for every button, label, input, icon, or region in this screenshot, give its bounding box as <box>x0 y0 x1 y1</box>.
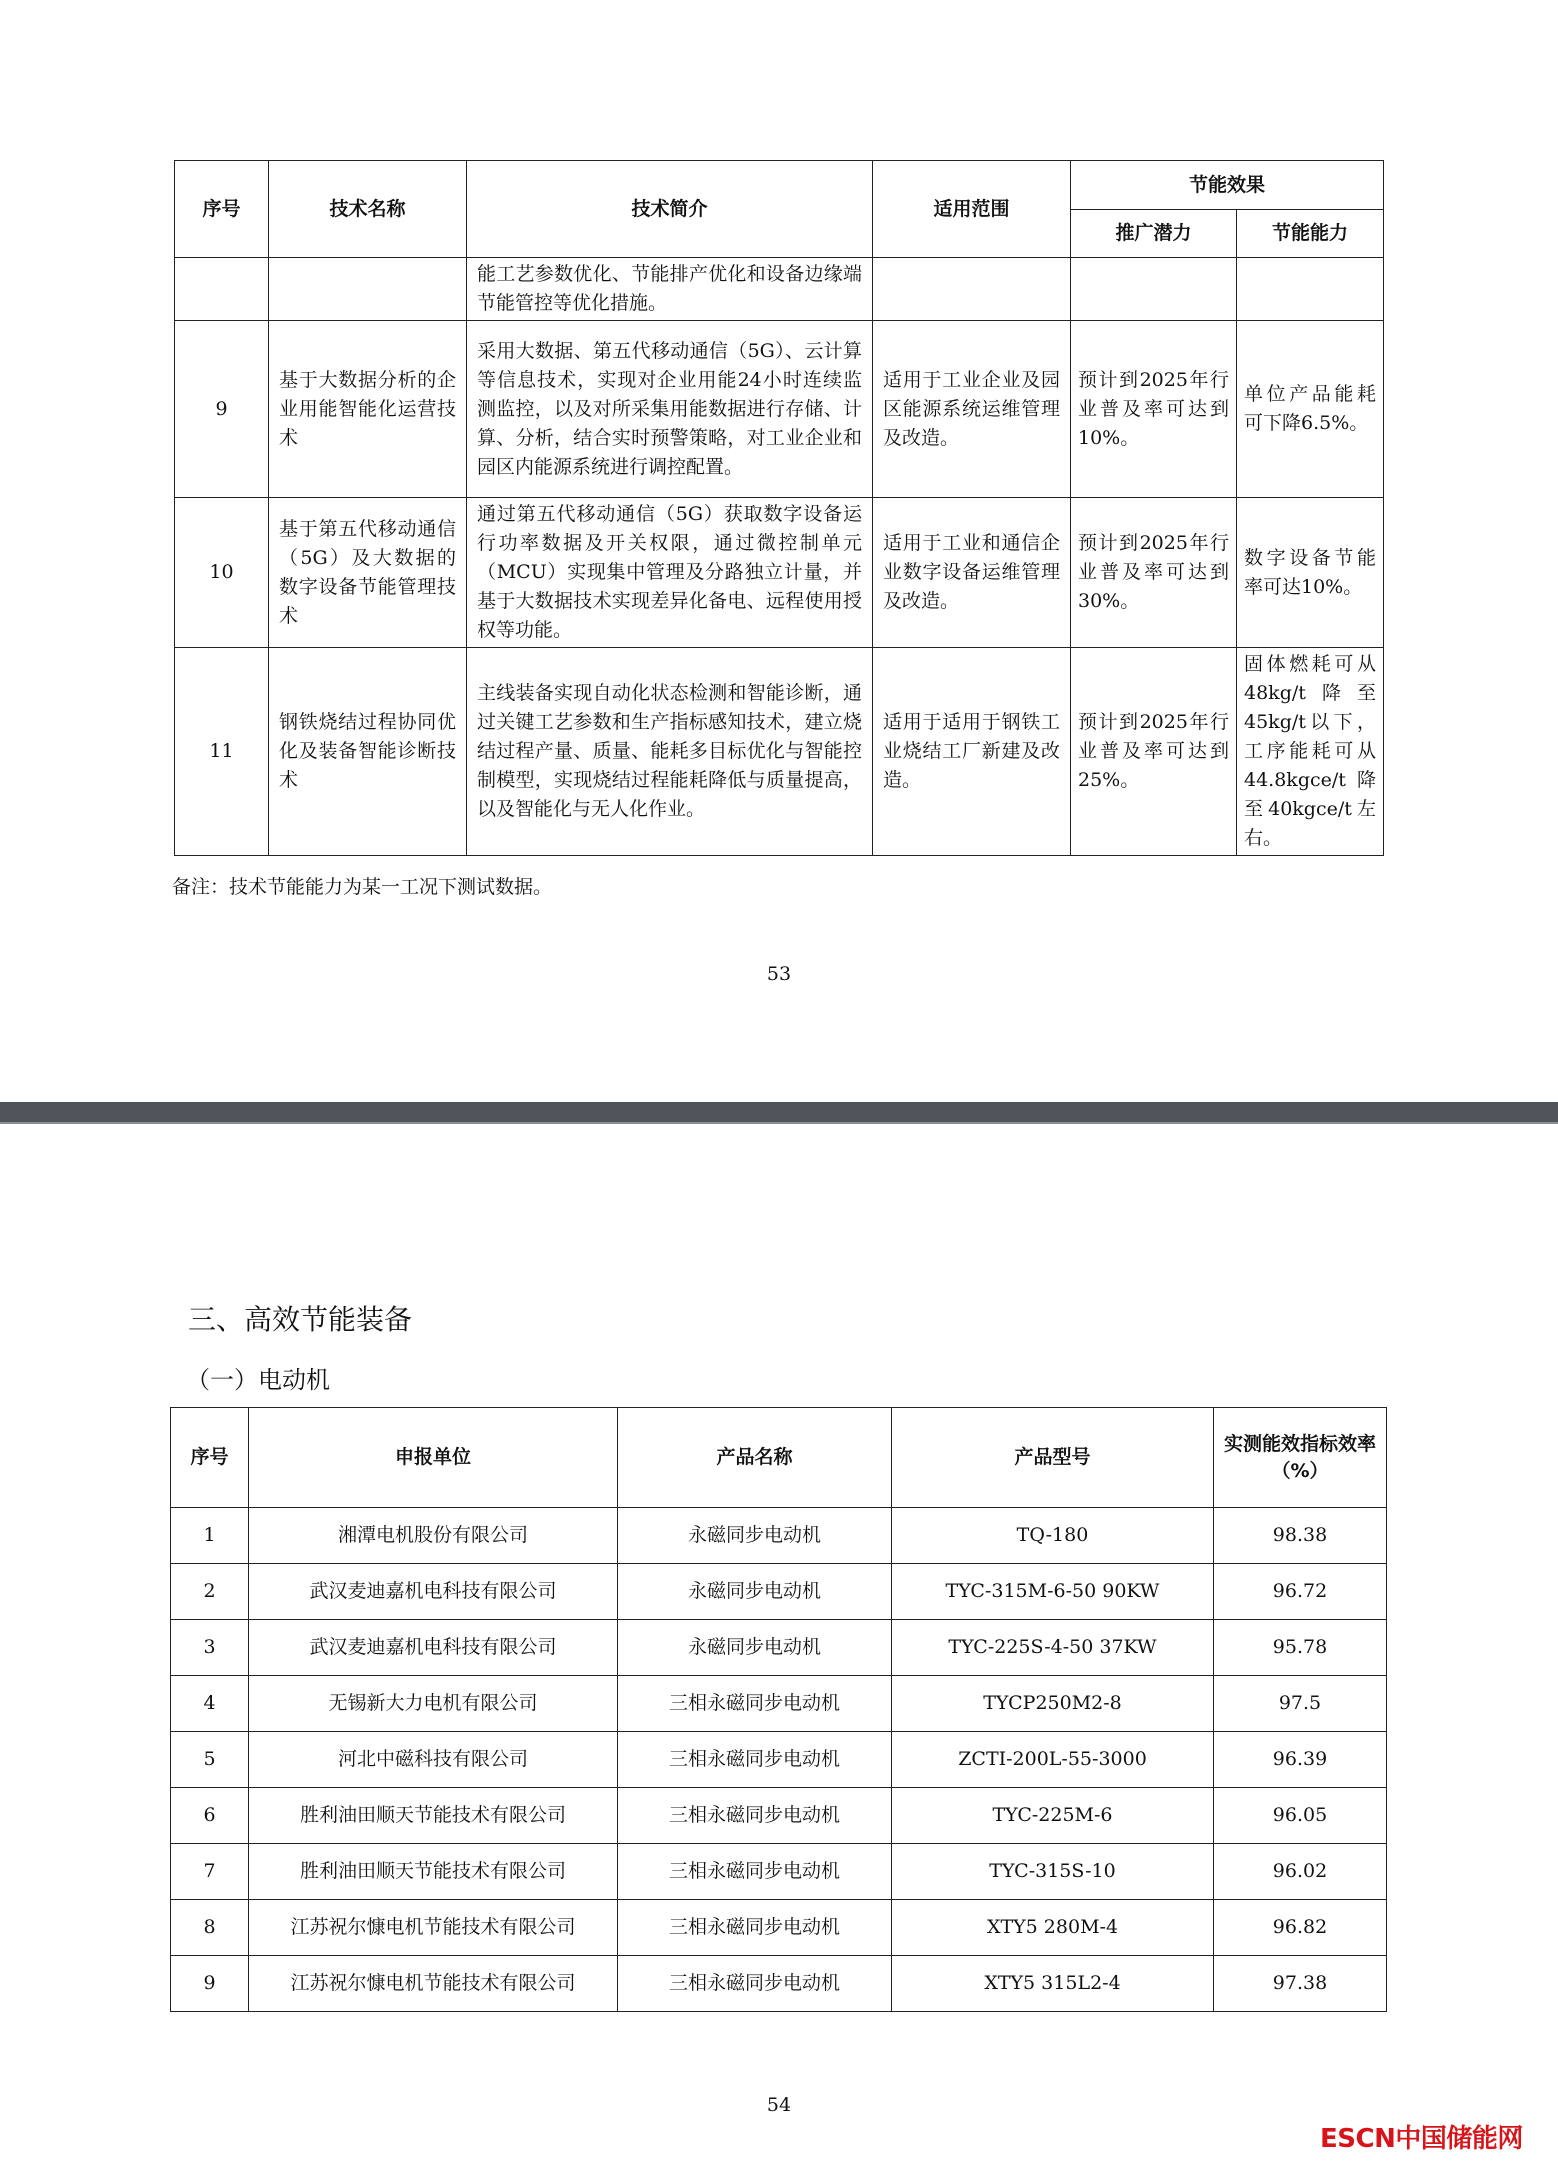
cell-model: TYC-315S-10 <box>892 1844 1214 1900</box>
page-number: 54 <box>766 2094 792 2116</box>
cell-efficiency: 97.5 <box>1214 1676 1387 1732</box>
cell-capacity: 固体燃耗可从48kg/t降至45kg/t以下，工序能耗可从44.8kgce/t降至40kgce/t左右。 <box>1237 648 1384 856</box>
table-row <box>171 1788 1387 1844</box>
cell-no: 7 <box>171 1844 249 1900</box>
cell-potential: 预计到2025年行业普及率可达到30%。 <box>1071 498 1237 648</box>
cell-product: 三相永磁同步电动机 <box>618 1844 892 1900</box>
cell-no: 3 <box>171 1620 249 1676</box>
cell-no: 11 <box>175 648 269 856</box>
cell-efficiency: 95.78 <box>1214 1620 1387 1676</box>
cell-capacity: 单位产品能耗可下降6.5%。 <box>1237 321 1384 498</box>
cell-product: 永磁同步电动机 <box>618 1508 892 1564</box>
header-effect: 节能效果 <box>1071 161 1384 210</box>
cell-name: 基于大数据分析的企业用能智能化运营技术 <box>269 321 467 498</box>
header-efficiency: 实测能效指标效率（%） <box>1214 1408 1387 1508</box>
cell-name <box>269 258 467 321</box>
section-title: 三、高效节能装备 <box>188 1303 413 1336</box>
cell-product: 三相永磁同步电动机 <box>618 1676 892 1732</box>
cell-efficiency: 96.39 <box>1214 1732 1387 1788</box>
header-no: 序号 <box>171 1408 249 1508</box>
header-scope: 适用范围 <box>873 161 1071 258</box>
cell-no: 9 <box>175 321 269 498</box>
table-row <box>175 321 1384 498</box>
cell-efficiency: 98.38 <box>1214 1508 1387 1564</box>
cell-unit: 武汉麦迪嘉机电科技有限公司 <box>249 1620 618 1676</box>
cell-product: 三相永磁同步电动机 <box>618 1956 892 2012</box>
table-row <box>171 1844 1387 1900</box>
cell-intro: 采用大数据、第五代移动通信（5G）、云计算等信息技术，实现对企业用能24小时连续监测监控，以及对所采集用能数据进行存储、计算、分析，结合实时预警策略，对工业企业和园区内能源系统进行调控配置。 <box>467 321 873 498</box>
table-row <box>175 258 1384 321</box>
cell-model: XTY5 280M-4 <box>892 1900 1214 1956</box>
cell-unit: 无锡新大力电机有限公司 <box>249 1676 618 1732</box>
cell-intro: 能工艺参数优化、节能排产优化和设备边缘端节能管控等优化措施。 <box>467 258 873 321</box>
cell-capacity: 数字设备节能率可达10%。 <box>1237 498 1384 648</box>
header-potential: 推广潜力 <box>1071 210 1237 258</box>
cell-efficiency: 96.05 <box>1214 1788 1387 1844</box>
cell-unit: 湘潭电机股份有限公司 <box>249 1508 618 1564</box>
cell-scope: 适用于适用于钢铁工业烧结工厂新建及改造。 <box>873 648 1071 856</box>
cell-model: ZCTI-200L-55-3000 <box>892 1732 1214 1788</box>
cell-efficiency: 96.82 <box>1214 1900 1387 1956</box>
cell-efficiency: 97.38 <box>1214 1956 1387 2012</box>
table-row <box>175 498 1384 648</box>
header-name: 技术名称 <box>269 161 467 258</box>
header-intro: 技术简介 <box>467 161 873 258</box>
cell-model: TYC-225S-4-50 37KW <box>892 1620 1214 1676</box>
cell-scope: 适用于工业企业及园区能源系统运维管理及改造。 <box>873 321 1071 498</box>
technology-table <box>174 160 1384 856</box>
page-separator <box>0 1102 1558 1124</box>
cell-no: 2 <box>171 1564 249 1620</box>
motor-table <box>170 1407 1387 2012</box>
cell-potential <box>1071 258 1237 321</box>
header-capacity: 节能能力 <box>1237 210 1384 258</box>
header-model: 产品型号 <box>892 1408 1214 1508</box>
cell-unit: 武汉麦迪嘉机电科技有限公司 <box>249 1564 618 1620</box>
header-unit: 申报单位 <box>249 1408 618 1508</box>
table-row <box>175 648 1384 856</box>
cell-no <box>175 258 269 321</box>
cell-unit: 胜利油田顺天节能技术有限公司 <box>249 1844 618 1900</box>
cell-product: 永磁同步电动机 <box>618 1564 892 1620</box>
cell-unit: 胜利油田顺天节能技术有限公司 <box>249 1788 618 1844</box>
cell-no: 8 <box>171 1900 249 1956</box>
cell-model: TYCP250M2-8 <box>892 1676 1214 1732</box>
cell-no: 1 <box>171 1508 249 1564</box>
cell-product: 三相永磁同步电动机 <box>618 1900 892 1956</box>
cell-unit: 河北中磁科技有限公司 <box>249 1732 618 1788</box>
cell-potential: 预计到2025年行业普及率可达到10%。 <box>1071 321 1237 498</box>
cell-model: TYC-315M-6-50 90KW <box>892 1564 1214 1620</box>
subsection-title: （一）电动机 <box>186 1366 330 1394</box>
cell-efficiency: 96.72 <box>1214 1564 1387 1620</box>
cell-no: 9 <box>171 1956 249 2012</box>
cell-no: 5 <box>171 1732 249 1788</box>
cell-scope <box>873 258 1071 321</box>
table-row <box>171 1676 1387 1732</box>
cell-unit: 江苏祝尔慷电机节能技术有限公司 <box>249 1956 618 2012</box>
cell-intro: 主线装备实现自动化状态检测和智能诊断，通过关键工艺参数和生产指标感知技术，建立烧结过程产量、质量、能耗多目标优化与智能控制模型，实现烧结过程能耗降低与质量提高，以及智能化与无人化作业。 <box>467 648 873 856</box>
header-product: 产品名称 <box>618 1408 892 1508</box>
cell-no: 6 <box>171 1788 249 1844</box>
table-row <box>171 1564 1387 1620</box>
cell-potential: 预计到2025年行业普及率可达到25%。 <box>1071 648 1237 856</box>
cell-no: 10 <box>175 498 269 648</box>
cell-name: 钢铁烧结过程协同优化及装备智能诊断技术 <box>269 648 467 856</box>
table-row <box>171 1508 1387 1564</box>
table-row <box>171 1956 1387 2012</box>
escn-logo: ESCN中国储能网 <box>1320 2124 1523 2154</box>
cell-model: TYC-225M-6 <box>892 1788 1214 1844</box>
cell-scope: 适用于工业和通信企业数字设备运维管理及改造。 <box>873 498 1071 648</box>
cell-efficiency: 96.02 <box>1214 1844 1387 1900</box>
cell-intro: 通过第五代移动通信（5G）获取数字设备运行功率数据及开关权限，通过微控制单元（MCU）实现集中管理及分路独立计量，并基于大数据技术实现差异化备电、远程使用授权等功能。 <box>467 498 873 648</box>
cell-model: TQ-180 <box>892 1508 1214 1564</box>
header-no: 序号 <box>175 161 269 258</box>
cell-product: 三相永磁同步电动机 <box>618 1788 892 1844</box>
cell-no: 4 <box>171 1676 249 1732</box>
table-note: 备注：技术节能能力为某一工况下测试数据。 <box>172 876 553 898</box>
cell-product: 三相永磁同步电动机 <box>618 1732 892 1788</box>
table-row <box>171 1620 1387 1676</box>
cell-product: 永磁同步电动机 <box>618 1620 892 1676</box>
cell-capacity <box>1237 258 1384 321</box>
page-number: 53 <box>766 963 792 985</box>
cell-name: 基于第五代移动通信（5G）及大数据的数字设备节能管理技术 <box>269 498 467 648</box>
table-row <box>171 1900 1387 1956</box>
cell-unit: 江苏祝尔慷电机节能技术有限公司 <box>249 1900 618 1956</box>
cell-model: XTY5 315L2-4 <box>892 1956 1214 2012</box>
table-row <box>171 1732 1387 1788</box>
